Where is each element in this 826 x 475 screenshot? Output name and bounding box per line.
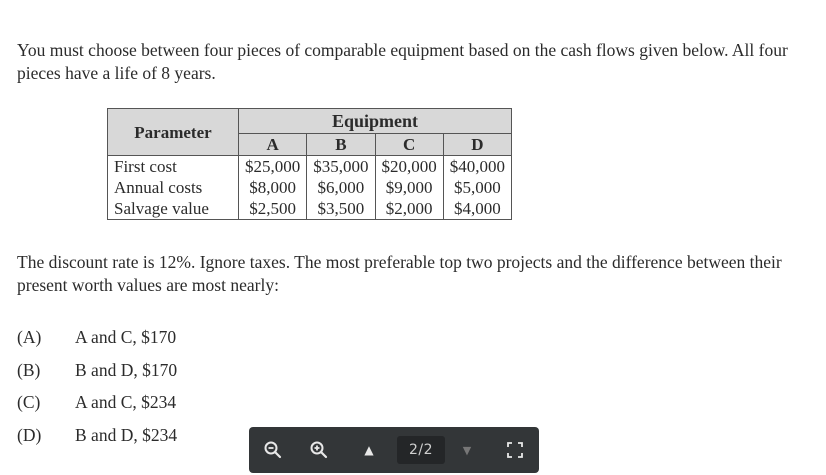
equipment-header: Equipment xyxy=(239,109,512,134)
table-cell: $3,500 xyxy=(307,198,375,220)
zoom-out-button[interactable] xyxy=(257,427,289,473)
zoom-in-button[interactable] xyxy=(303,427,335,473)
zoom-in-icon xyxy=(309,440,329,460)
column-header-c: C xyxy=(375,134,443,156)
row-label: Salvage value xyxy=(108,198,239,220)
next-page-icon: ▼ xyxy=(462,443,472,457)
fullscreen-icon xyxy=(506,441,524,459)
table-cell: $4,000 xyxy=(443,198,511,220)
table-row xyxy=(108,198,512,220)
choice-letter: (A) xyxy=(17,327,42,347)
column-header-b: B xyxy=(307,134,375,156)
next-page-button[interactable] xyxy=(455,427,479,473)
table-cell: $5,000 xyxy=(443,177,511,198)
question-paragraph: The discount rate is 12%. Ignore taxes. The most preferable top two projects and the difference between their present worth values are most nearly: xyxy=(17,252,782,295)
param-header: Parameter xyxy=(108,109,239,156)
prev-page-icon: ▲ xyxy=(364,443,374,457)
column-header-d: D xyxy=(443,134,511,156)
equipment-table xyxy=(107,108,512,220)
row-label: First cost xyxy=(108,156,239,178)
choice-text: A and C, $234 xyxy=(75,392,177,412)
zoom-out-icon xyxy=(263,440,283,460)
table-cell: $25,000 xyxy=(239,156,307,178)
choice-letter: (B) xyxy=(17,359,41,380)
page-indicator[interactable]: 2/2 xyxy=(397,436,445,464)
table-cell: $20,000 xyxy=(375,156,443,178)
table-cell: $8,000 xyxy=(239,177,307,198)
table-cell: $35,000 xyxy=(307,156,375,178)
choice-text: B and D, $234 xyxy=(75,424,178,445)
table-cell: $6,000 xyxy=(307,177,375,198)
choice-letter: (C) xyxy=(17,392,41,412)
table-cell: $2,000 xyxy=(375,198,443,220)
table-cell: $2,500 xyxy=(239,198,307,220)
table-cell: $9,000 xyxy=(375,177,443,198)
pdf-viewer-toolbar xyxy=(249,427,539,473)
choice-text: B and D, $170 xyxy=(75,359,178,380)
column-header-a: A xyxy=(239,134,307,156)
table-row xyxy=(108,177,512,198)
prev-page-button[interactable] xyxy=(357,427,381,473)
intro-paragraph: You must choose between four pieces of comparable equipment based on the cash flows given below. All four pieces have a life of 8 years. xyxy=(17,40,788,83)
choice-text: A and C, $170 xyxy=(75,327,177,347)
table-row xyxy=(108,156,512,178)
table-cell: $40,000 xyxy=(443,156,511,178)
fullscreen-button[interactable] xyxy=(499,427,531,473)
choice-letter: (D) xyxy=(17,424,42,445)
row-label: Annual costs xyxy=(108,177,239,198)
